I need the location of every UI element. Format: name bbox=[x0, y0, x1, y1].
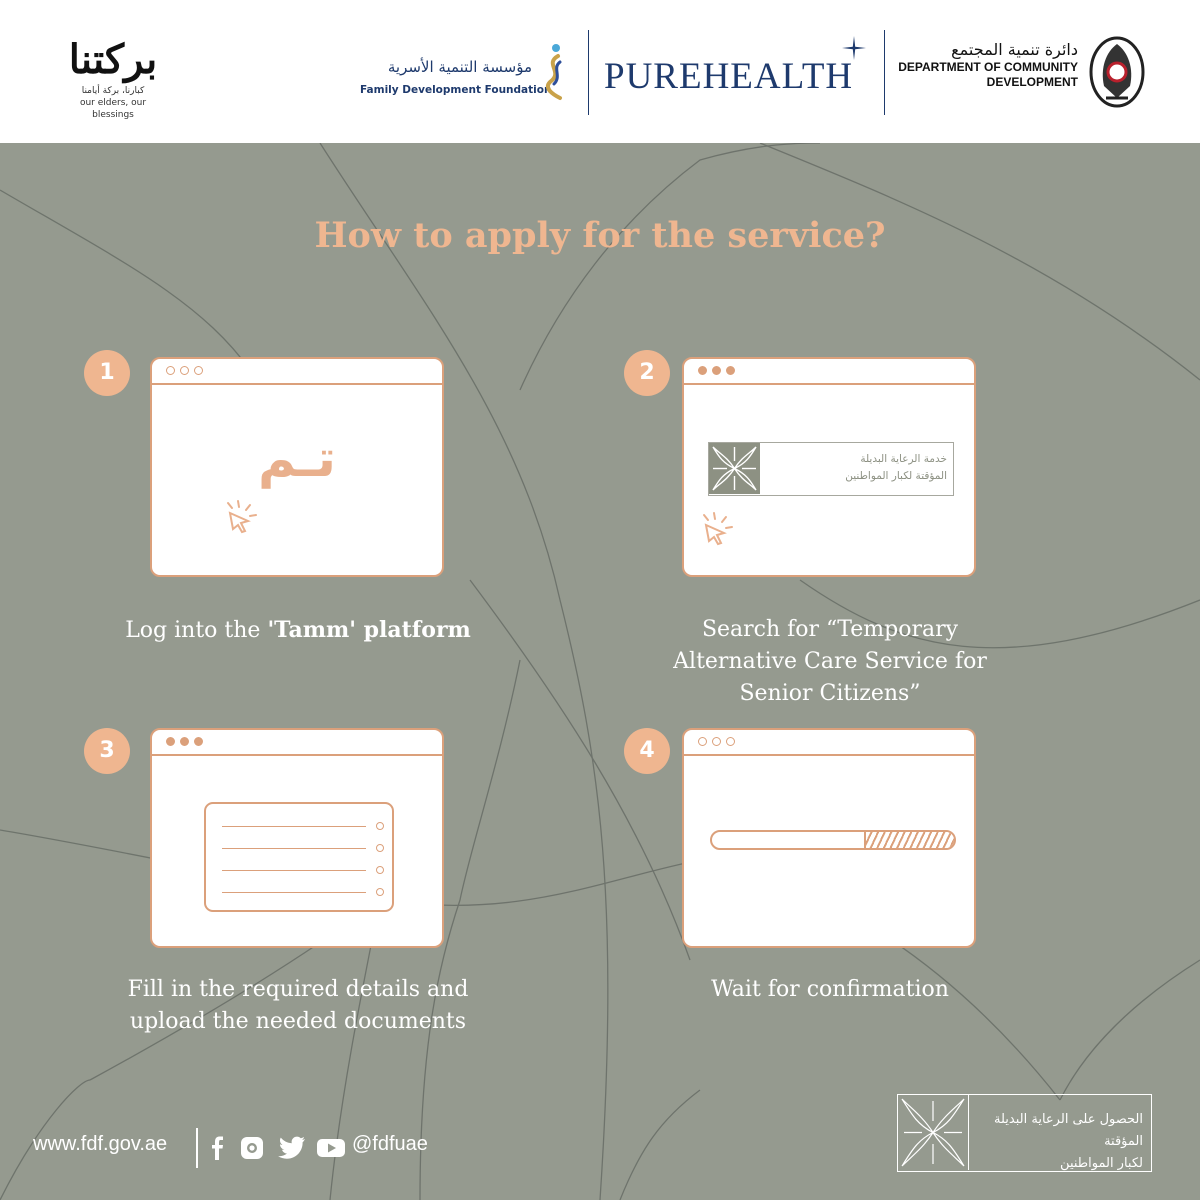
window-dot-icon bbox=[194, 737, 203, 746]
fdf-name-english: Family Development Foundation bbox=[360, 84, 552, 96]
window-title-bar bbox=[152, 359, 442, 385]
step-4-window bbox=[682, 728, 976, 948]
step-1-badge: 1 bbox=[84, 350, 130, 396]
form-line bbox=[222, 870, 366, 871]
step-2-window bbox=[682, 357, 976, 577]
instagram-icon[interactable] bbox=[240, 1136, 264, 1160]
cursor-click-icon bbox=[698, 511, 738, 551]
footer-divider bbox=[196, 1128, 198, 1168]
window-dot-icon bbox=[180, 737, 189, 746]
window-dot-icon bbox=[698, 366, 707, 375]
form-radio-icon bbox=[376, 888, 384, 896]
barakatna-tagline-arabic: كبارنا، بركة أيامنا bbox=[81, 86, 145, 96]
purehealth-star-icon bbox=[842, 36, 866, 60]
window-dot-icon bbox=[712, 737, 721, 746]
barakatna-wordmark: بركتنا bbox=[68, 36, 158, 83]
progress-bar-fill bbox=[864, 832, 954, 848]
campaign-stamp-line2: لكبار المواطنين bbox=[1060, 1156, 1143, 1171]
website-link[interactable]: www.fdf.gov.ae bbox=[33, 1133, 168, 1155]
barakatna-tagline-english: our elders, our blessings bbox=[79, 98, 147, 120]
social-handle[interactable]: @fdfuae bbox=[352, 1133, 428, 1155]
step-4-caption: Wait for confirmation bbox=[711, 977, 949, 1002]
step-1-caption-bold: 'Tamm' platform bbox=[267, 617, 471, 643]
window-title-bar bbox=[684, 730, 974, 756]
dcd-name-english-line2: DEVELOPMENT bbox=[986, 75, 1078, 89]
barakatna-logo bbox=[58, 35, 168, 120]
window-dot-icon bbox=[166, 366, 175, 375]
dcd-name-english-line1: DEPARTMENT OF COMMUNITY bbox=[898, 60, 1078, 74]
service-logo-line1: خدمة الرعاية البديلة bbox=[860, 453, 947, 465]
window-dot-icon bbox=[726, 366, 735, 375]
window-title-bar bbox=[684, 359, 974, 385]
header-bar bbox=[0, 0, 1200, 143]
campaign-stamp-square bbox=[898, 1095, 969, 1170]
cursor-click-icon bbox=[222, 499, 262, 539]
fdf-logo bbox=[360, 40, 580, 110]
window-dot-icon bbox=[166, 737, 175, 746]
header-divider bbox=[884, 30, 885, 115]
youtube-icon[interactable] bbox=[316, 1136, 346, 1160]
window-dot-icon bbox=[712, 366, 721, 375]
step-1-caption-text: Log into the bbox=[125, 618, 268, 643]
tamm-wordmark: تـم bbox=[257, 429, 337, 489]
service-logo-text bbox=[767, 451, 947, 485]
step-2-caption: Search for “Temporary Alternative Care Service for Senior Citizens” bbox=[673, 617, 987, 706]
fdf-figure-icon bbox=[538, 42, 568, 102]
dcd-name-arabic: دائرة تنمية المجتمع bbox=[951, 40, 1078, 59]
purehealth-wordmark: PUREHEALTH bbox=[604, 56, 854, 97]
page-title: How to apply for the service? bbox=[314, 215, 886, 256]
campaign-stamp bbox=[897, 1094, 1152, 1172]
window-dot-icon bbox=[698, 737, 707, 746]
step-1-window bbox=[150, 357, 444, 577]
form-line bbox=[222, 848, 366, 849]
fdf-name-arabic: مؤسسة التنمية الأسرية bbox=[387, 58, 532, 76]
flower-pattern-icon bbox=[898, 1095, 968, 1170]
form-line bbox=[222, 892, 366, 893]
window-dot-icon bbox=[194, 366, 203, 375]
campaign-stamp-line1: الحصول على الرعاية البديلة المؤقتة bbox=[994, 1112, 1143, 1149]
step-2-badge: 2 bbox=[624, 350, 670, 396]
flower-pattern-icon bbox=[709, 443, 760, 494]
service-logo-line2: المؤقتة لكبار المواطنين bbox=[845, 470, 947, 482]
form-radio-icon bbox=[376, 844, 384, 852]
step-1-caption bbox=[108, 614, 488, 647]
form-illustration bbox=[204, 802, 394, 912]
window-title-bar bbox=[152, 730, 442, 756]
form-radio-icon bbox=[376, 822, 384, 830]
header-divider bbox=[588, 30, 589, 115]
window-dot-icon bbox=[180, 366, 189, 375]
falcon-emblem-icon bbox=[1086, 32, 1148, 112]
service-logo-card bbox=[708, 442, 954, 496]
campaign-stamp-text bbox=[973, 1109, 1143, 1175]
form-radio-icon bbox=[376, 866, 384, 874]
dcd-logo bbox=[890, 40, 1078, 90]
facebook-icon[interactable] bbox=[206, 1136, 230, 1160]
step-3-badge: 3 bbox=[84, 728, 130, 774]
step-3-caption: Fill in the required details and upload the needed documents bbox=[127, 977, 469, 1034]
form-line bbox=[222, 826, 366, 827]
window-dot-icon bbox=[726, 737, 735, 746]
service-logo-square bbox=[709, 443, 760, 494]
step-4-badge: 4 bbox=[624, 728, 670, 774]
progress-bar bbox=[710, 830, 956, 850]
step-3-window bbox=[150, 728, 444, 948]
twitter-icon[interactable] bbox=[278, 1136, 306, 1160]
